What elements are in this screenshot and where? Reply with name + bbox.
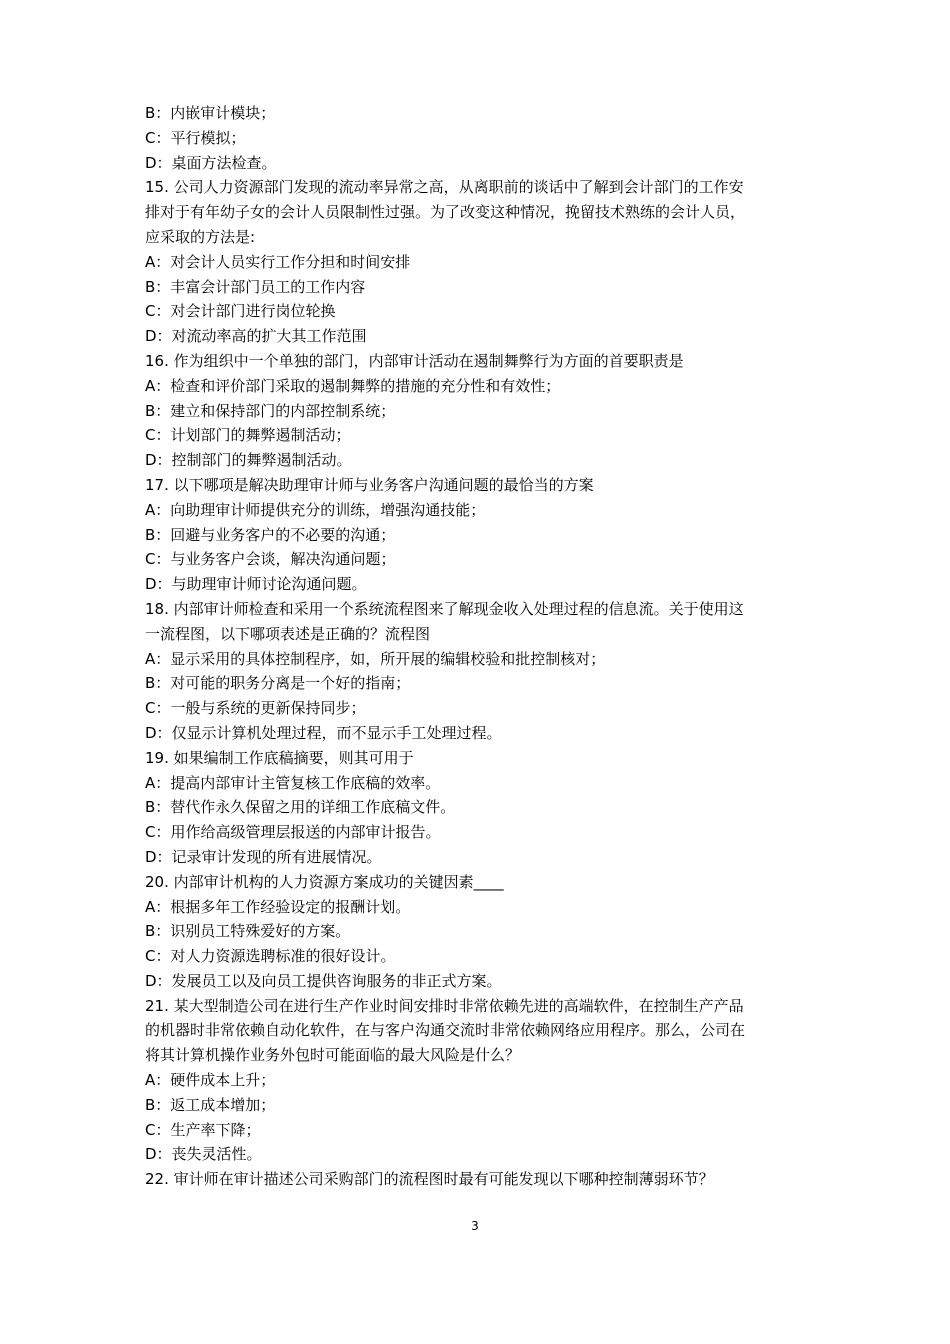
- option-c: C：与业务客户会谈，解决沟通问题；: [145, 550, 396, 569]
- question-16: 16. 作为组织中一个单独的部门，内部审计活动在遏制舞弊行为方面的首要职责是: [145, 351, 684, 370]
- option-c: C：对人力资源选聘标准的很好设计。: [145, 947, 396, 966]
- option-b: B：识别员工特殊爱好的方案。: [145, 922, 351, 941]
- question-20: 20. 内部审计机构的人力资源方案成功的关键因素____: [145, 872, 504, 891]
- option-c: C：对会计部门进行岗位轮换: [145, 302, 336, 321]
- question-15: 15. 公司人力资源部门发现的流动率异常之高，从离职前的谈话中了解到会计部门的工作安: [145, 178, 744, 197]
- option-b: B：对可能的职务分离是一个好的指南；: [145, 674, 411, 693]
- option-d: D：与助理审计师讨论沟通问题。: [145, 575, 367, 594]
- text-line: 将其计算机操作业务外包时可能面临的最大风险是什么？: [145, 1046, 521, 1065]
- option-b: B：替代作永久保留之用的详细工作底稿文件。: [145, 798, 456, 817]
- option-a: A：对会计人员实行工作分担和时间安排: [145, 252, 411, 271]
- option-d: D：记录审计发现的所有进展情况。: [145, 847, 382, 866]
- question-22: 22. 审计师在审计描述公司采购部门的流程图时最有可能发现以下哪种控制薄弱环节？: [145, 1170, 714, 1189]
- option-b: B：返工成本增加；: [145, 1095, 276, 1114]
- option-b: B：建立和保持部门的内部控制系统；: [145, 401, 396, 420]
- option-a: A：显示采用的具体控制程序，如，所开展的编辑校验和批控制核对；: [145, 649, 606, 668]
- question-18: 18. 内部审计师检查和采用一个系统流程图来了解现金收入处理过程的信息流。关于使用这: [145, 599, 744, 618]
- text-line: D：桌面方法检查。: [145, 153, 277, 172]
- question-17: 17. 以下哪项是解决助理审计师与业务客户沟通问题的最恰当的方案: [145, 475, 594, 494]
- option-c: C：生产率下降；: [145, 1120, 261, 1139]
- option-d: D：控制部门的舞弊遏制活动。: [145, 451, 352, 470]
- text-line: B：内嵌审计模块；: [145, 104, 276, 122]
- option-c: C：一般与系统的更新保持同步；: [145, 699, 366, 718]
- option-a: A：根据多年工作经验设定的报酬计划。: [145, 897, 411, 916]
- option-d: D：仅显示计算机处理过程，而不显示手工处理过程。: [145, 723, 502, 742]
- option-d: D：发展员工以及向员工提供咨询服务的非正式方案。: [145, 971, 502, 990]
- text-line: 应采取的方法是:: [145, 227, 256, 246]
- option-b: B：丰富会计部门员工的工作内容: [145, 277, 366, 296]
- option-b: B：回避与业务客户的不必要的沟通；: [145, 525, 396, 544]
- question-21: 21. 某大型制造公司在进行生产作业时间安排时非常依赖先进的高端软件，在控制生产产品: [145, 996, 744, 1015]
- option-d: D：对流动率高的扩大其工作范围: [145, 327, 367, 346]
- option-a: A：检查和评价部门采取的遏制舞弊的措施的充分性和有效性；: [145, 376, 561, 395]
- page-number: 3: [471, 1219, 479, 1233]
- option-a: A：向助理审计师提供充分的训练，增强沟通技能；: [145, 500, 486, 519]
- option-c: C：计划部门的舞弊遏制活动；: [145, 426, 351, 445]
- document-body: [145, 101, 815, 1192]
- option-a: A：提高内部审计主管复核工作底稿的效率。: [145, 773, 441, 792]
- option-a: A：硬件成本上升；: [145, 1071, 276, 1090]
- option-d: D：丧失灵活性。: [145, 1145, 262, 1164]
- question-19: 19. 如果编制工作底稿摘要，则其可用于: [145, 748, 414, 767]
- option-c: C：用作给高级管理层报送的内部审计报告。: [145, 823, 441, 842]
- text-line: C：平行模拟；: [145, 128, 246, 147]
- text-line: 排对于有年幼子女的会计人员限制性过强。为了改变这种情况，挽留技术熟练的会计人员，: [145, 203, 746, 222]
- text-line: 一流程图，以下哪项表述是正确的？流程图: [145, 624, 431, 643]
- text-line: 的机器时非常依赖自动化软件，在与客户沟通交流时非常依赖网络应用程序。那么，公司在: [145, 1021, 746, 1040]
